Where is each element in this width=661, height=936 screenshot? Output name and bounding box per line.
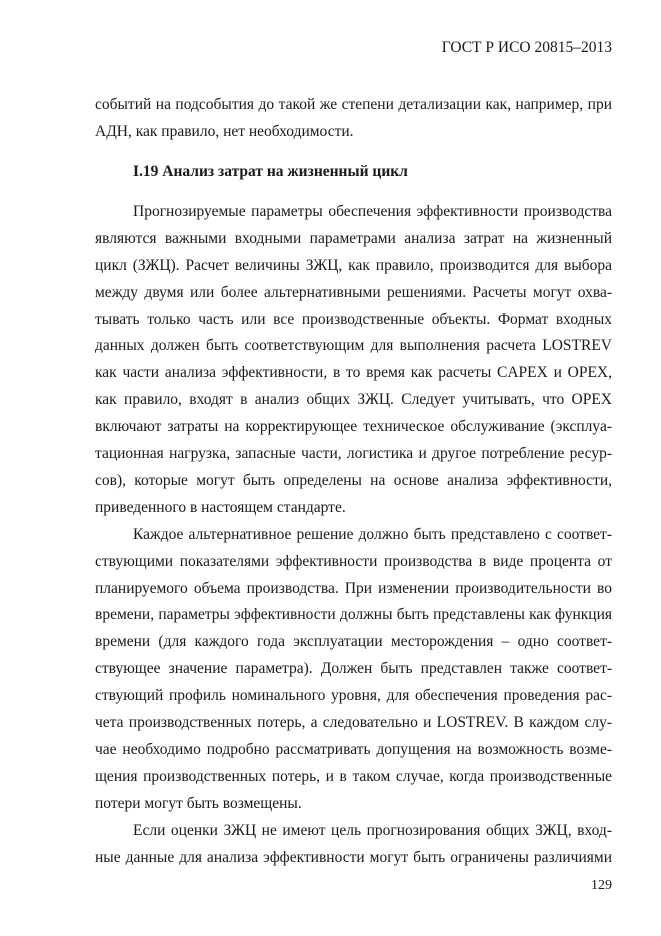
text-line: ные данные для анализа эффективности могут быть ограничены различиями (95, 849, 612, 866)
text-line: тационная нагрузка, запасные части, логистика и другое потребление ресур- (95, 445, 612, 462)
section-heading: I.19 Анализ затрат на жизненный цикл (133, 163, 408, 180)
text-line: планируемого объема производства. При изменении производительности во (95, 580, 612, 597)
text-line: АДН, как правило, нет необходимости. (95, 123, 354, 140)
text-line: как правило, входят в анализ общих ЗЖЦ. Следует учитывать, что OPEX (95, 391, 612, 408)
text-line: щения производственных потерь, и в таком случае, когда производственные (95, 768, 612, 785)
text-line: тывать только часть или все производственные объекты. Формат входных (95, 311, 612, 328)
text-line: потери могут быть возмещены. (95, 795, 302, 812)
page-number: 129 (591, 878, 612, 893)
text-line: времени, параметры эффективности должны быть представлены как функция (95, 606, 612, 623)
text-line: ствующий профиль номинального уровня, для обеспечения проведения рас- (95, 687, 612, 704)
text-line: ствующее значение параметра). Должен быть представлен также соответ- (95, 660, 612, 677)
text-line: времени (для каждого года эксплуатации месторождения – одно соответ- (95, 633, 612, 650)
document-header: ГОСТ Р ИСО 20815–2013 (441, 39, 612, 56)
text-line: событий на подсобытия до такой же степени детализации как, например, при (95, 96, 612, 113)
text-line: чае необходимо подробно рассматривать допущения на возможность возме- (95, 741, 612, 758)
text-line: ствующими показателями эффективности производства в виде процента от (95, 553, 612, 570)
text-line: Каждое альтернативное решение должно быть представлено с соответ- (133, 526, 612, 543)
text-line: Если оценки ЗЖЦ не имеют цель прогнозирования общих ЗЖЦ, вход- (133, 822, 612, 839)
text-line: приведенного в настоящем стандарте. (95, 499, 346, 516)
text-line: между двумя или более альтернативными решениями. Расчеты могут охва- (95, 284, 612, 301)
text-line: сов), которые могут быть определены на основе анализа эффективности, (95, 472, 612, 489)
text-line: данных должен быть соответствующим для выполнения расчета LOSTREV (95, 337, 612, 354)
text-line: Прогнозируемые параметры обеспечения эффективности производства (133, 203, 612, 220)
text-line: цикл (ЗЖЦ). Расчет величины ЗЖЦ, как правило, производится для выбора (95, 257, 612, 274)
text-line: чета производственных потерь, а следовательно и LOSTREV. В каждом слу- (95, 714, 612, 731)
text-line: включают затраты на корректирующее техническое обслуживание (эксплуа- (95, 418, 612, 435)
text-line: как части анализа эффективности, в то время как расчеты CAPEX и OPEX, (95, 364, 612, 381)
text-line: являются важными входными параметрами анализа затрат на жизненный (95, 230, 612, 247)
